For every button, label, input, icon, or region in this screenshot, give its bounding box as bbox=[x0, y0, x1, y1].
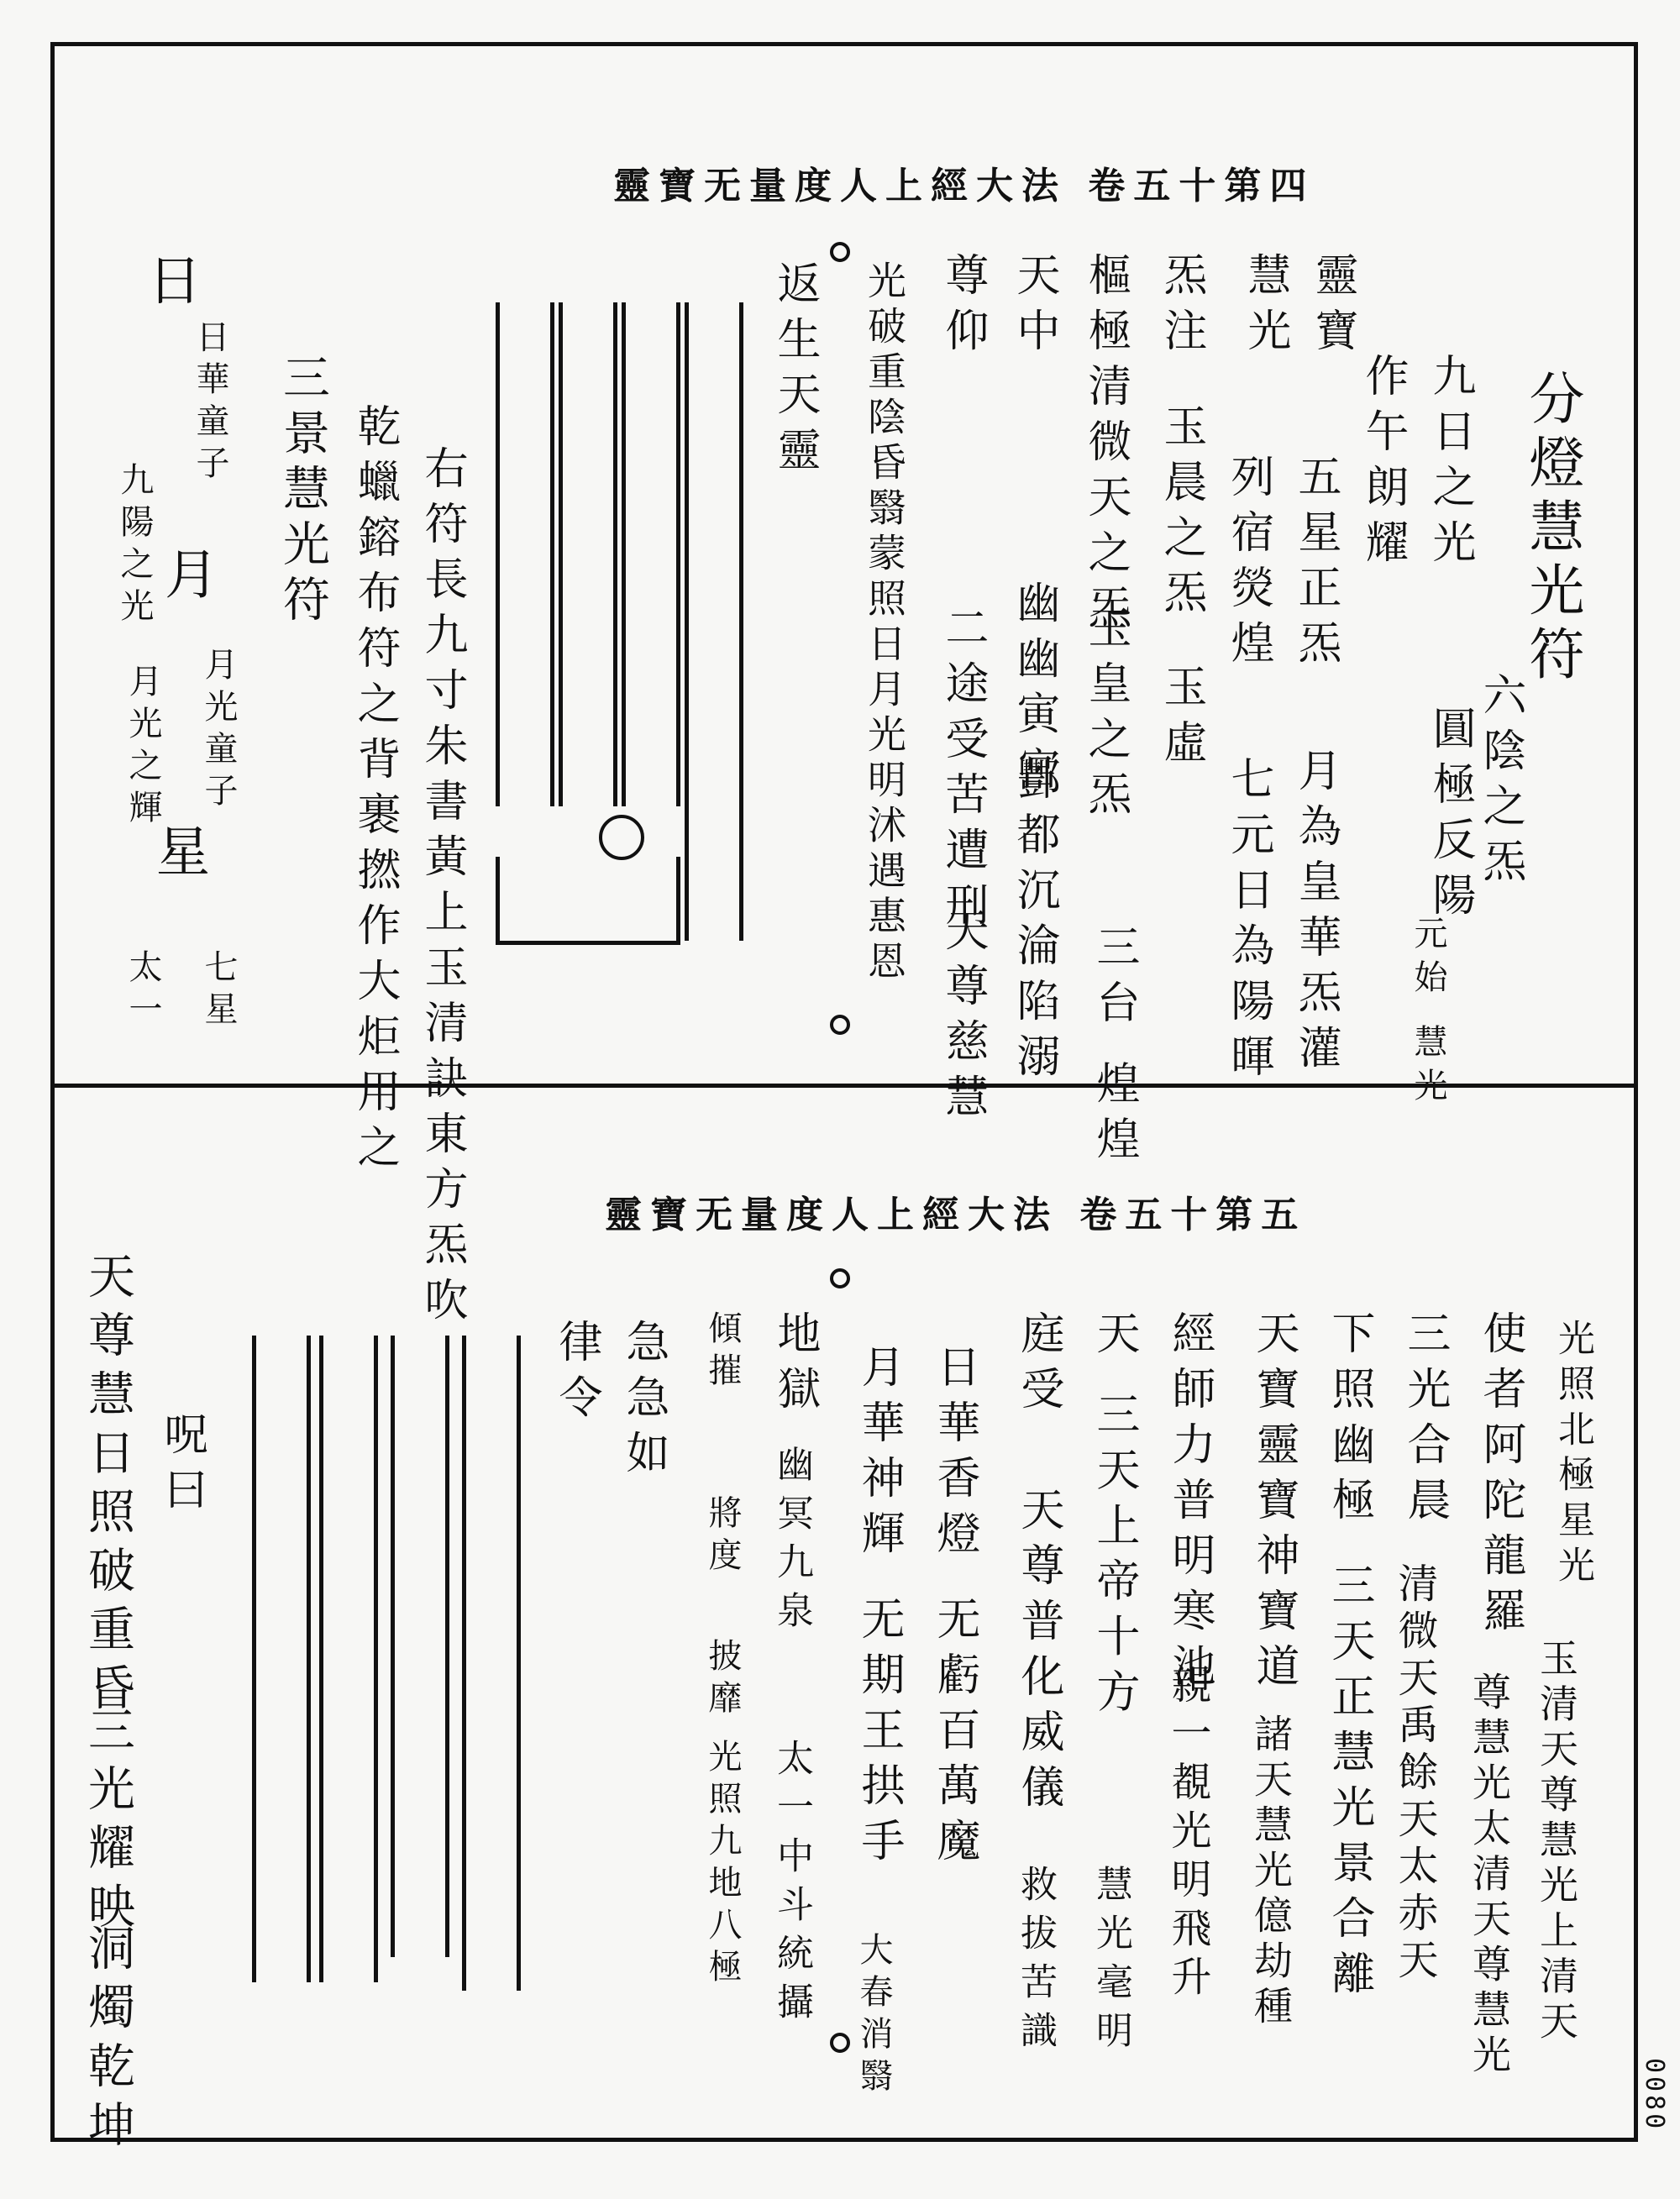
top-col-5: 六陰之炁 bbox=[1475, 672, 1525, 894]
top-title: 分燈慧光符 bbox=[1520, 370, 1584, 689]
top-col-7: 月為皇華炁灌 bbox=[1290, 748, 1341, 1080]
top-col-11: 慧光 bbox=[1240, 252, 1290, 363]
bottom-col-8: 三天正慧光景合離 bbox=[1324, 1562, 1374, 2006]
top-col-30: 九陽之光 bbox=[115, 462, 154, 630]
top-col-23: 天尊慈慧 bbox=[937, 907, 988, 1129]
top-col-4: 列宿熒煌 bbox=[1223, 454, 1273, 675]
top-col-27: 乾蠟鎔布符之背裹撚作大炬用之 bbox=[349, 403, 400, 1179]
top-col-25: 返生天靈 bbox=[769, 260, 820, 482]
top-col-19: 幽幽寅宮 bbox=[1009, 580, 1059, 801]
circle-mark bbox=[830, 1015, 850, 1035]
bottom-header: 靈寶无量度人上經大法 卷五十第五 bbox=[605, 1194, 1307, 1236]
top-col-10: 靈寶 bbox=[1307, 252, 1357, 363]
top-col-20: 酆都沉淪陷溺 bbox=[1009, 756, 1059, 1089]
bottom-col-14: 慧光毫明 bbox=[1089, 1865, 1132, 2060]
top-col-29: 日華童子 bbox=[191, 319, 229, 487]
top-col-15: 樞極清微天之炁 bbox=[1080, 252, 1131, 640]
bottom-col-25: 太一中斗統攝 bbox=[770, 1739, 813, 2031]
top-col-9: 元始 慧光 bbox=[1409, 916, 1447, 1111]
bottom-col-20: 月華神輝 bbox=[853, 1344, 904, 1566]
top-col-14: 玉虛 bbox=[1156, 664, 1206, 774]
top-col-26: 右符長九寸朱書黃上玉清訣東方炁吹 bbox=[417, 445, 467, 1332]
talisman-bottom bbox=[252, 1336, 529, 1991]
bottom-col-27: 將度 bbox=[703, 1495, 742, 1579]
bottom-col-2: 玉清天尊慧光上清天 bbox=[1534, 1638, 1579, 2046]
bottom-col-3: 使者阿陀龍羅 bbox=[1475, 1310, 1525, 1643]
top-col-21: 尊仰 bbox=[937, 252, 988, 363]
bottom-col-21: 无期王拱手 bbox=[853, 1596, 904, 1873]
top-col-2: 作午朗耀 bbox=[1357, 353, 1408, 575]
bottom-col-32: 呪曰 bbox=[156, 1411, 207, 1522]
talisman-top bbox=[496, 302, 748, 941]
top-col-3: 五星正炁 bbox=[1290, 454, 1341, 675]
top-col-18: 天中 bbox=[1009, 252, 1059, 363]
bottom-col-26: 傾摧 bbox=[703, 1310, 742, 1394]
top-col-8: 七元日為陽暉 bbox=[1223, 756, 1273, 1089]
bottom-col-7: 下照幽極 bbox=[1324, 1310, 1374, 1532]
top-col-33: 七星 bbox=[199, 949, 238, 1033]
top-col-6: 圓極反陽 bbox=[1425, 706, 1475, 927]
page-divider bbox=[50, 1084, 1638, 1088]
circle-mark bbox=[830, 242, 850, 262]
bottom-col-30: 急急如 bbox=[618, 1319, 669, 1485]
top-col-17: 三台 煌煌 bbox=[1089, 924, 1139, 1172]
bottom-col-19: 无虧百萬魔 bbox=[929, 1596, 979, 1873]
top-col-12: 炁注 bbox=[1156, 252, 1206, 363]
bottom-col-36: 洞燭乾坤 bbox=[81, 1923, 135, 2159]
bottom-col-16: 天尊普化威儀 bbox=[1013, 1487, 1063, 1819]
bottom-col-5: 三光合晨 bbox=[1399, 1310, 1450, 1532]
top-col-32: 月光之輝 bbox=[123, 664, 162, 832]
bottom-col-9: 天寶靈寶神寶道 bbox=[1248, 1310, 1299, 1698]
top-col-34: 太一 bbox=[123, 949, 162, 1033]
star-glyph: 星 bbox=[147, 823, 209, 892]
moon-glyph: 月 bbox=[155, 546, 218, 615]
top-header: 靈寶无量度人上經大法 卷五十第四 bbox=[613, 165, 1315, 207]
bottom-col-4: 尊慧光太清天尊慧光 bbox=[1467, 1672, 1512, 2080]
bottom-col-12: 親一覩光明飛升 bbox=[1164, 1663, 1211, 2004]
circle-mark bbox=[830, 1268, 850, 1288]
bottom-col-22: 大春消翳 bbox=[854, 1932, 893, 2100]
top-col-24: 光破重陰昏翳蒙照日月光明沭遇惠恩 bbox=[862, 260, 907, 986]
bottom-col-11: 經師力普明寒池 bbox=[1164, 1310, 1215, 1698]
top-col-31: 月光童子 bbox=[199, 647, 238, 815]
bottom-col-28: 披靡 bbox=[703, 1638, 742, 1722]
bottom-col-33: 天尊慧日 bbox=[81, 1252, 135, 1487]
bottom-col-6: 清微天禹餘天太赤天 bbox=[1391, 1562, 1438, 1986]
bottom-col-10: 諸天慧光億劫種 bbox=[1248, 1714, 1294, 2031]
bottom-col-31: 律令 bbox=[551, 1319, 601, 1430]
bottom-col-13: 天 三天上帝十方 bbox=[1089, 1310, 1139, 1724]
bottom-col-34: 照破重昏 bbox=[81, 1487, 135, 1722]
bottom-col-29: 光照九地八極 bbox=[703, 1739, 742, 1991]
top-col-13: 玉晨之炁 bbox=[1156, 403, 1206, 625]
bottom-col-18: 日華香燈 bbox=[929, 1344, 979, 1566]
bottom-col-15: 庭受 bbox=[1013, 1310, 1063, 1421]
top-col-16: 玉皇之炁 bbox=[1080, 605, 1131, 827]
bottom-col-35: 三光耀映 bbox=[81, 1705, 135, 1940]
top-col-22: 二途受苦遭刑 bbox=[937, 605, 988, 937]
page-number: 0080 bbox=[1640, 2058, 1669, 2133]
bottom-col-17: 救拔苦識 bbox=[1014, 1865, 1057, 2060]
bottom-col-23: 地獄 bbox=[769, 1310, 820, 1421]
bottom-col-24: 幽冥九泉 bbox=[770, 1445, 813, 1640]
circle-mark bbox=[830, 2033, 850, 2053]
bottom-col-1: 光照北極星光 bbox=[1551, 1319, 1594, 1591]
sun-glyph: 日 bbox=[139, 252, 201, 321]
top-col-1: 九日之光 bbox=[1425, 353, 1475, 575]
top-col-28: 三景慧光符 bbox=[276, 353, 330, 630]
